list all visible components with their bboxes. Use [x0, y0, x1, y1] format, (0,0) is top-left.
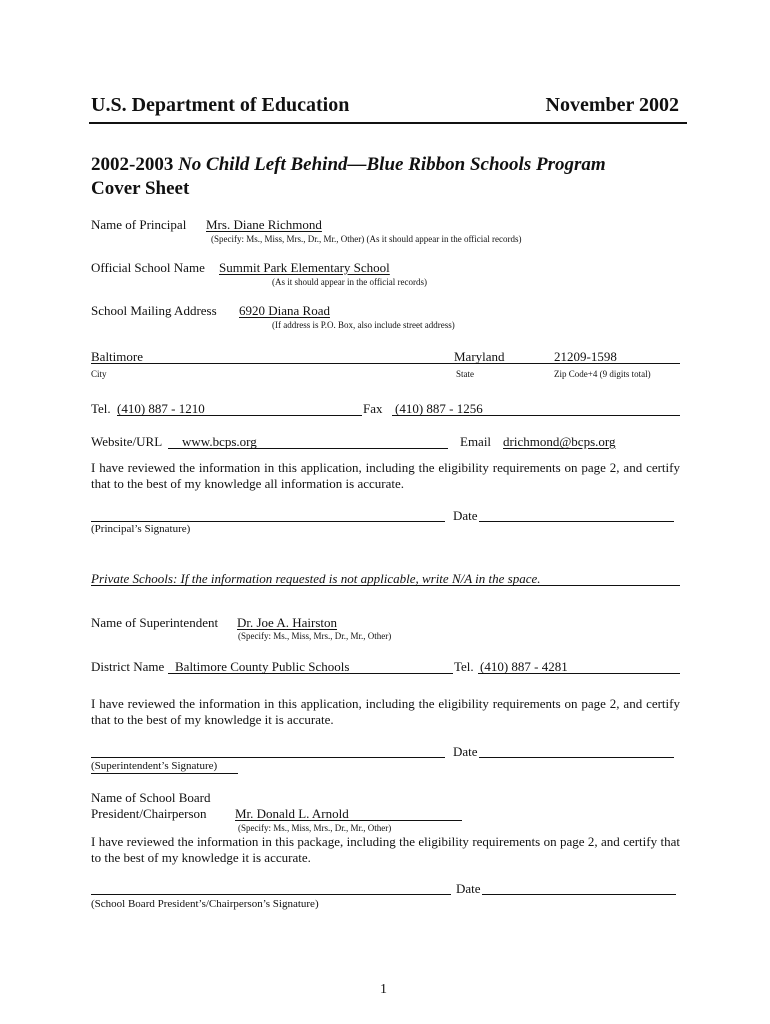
email-label: Email [460, 434, 492, 449]
private-schools-underline [91, 585, 680, 586]
district-tel-label: Tel. [454, 659, 474, 674]
superintendent-date-label: Date [453, 744, 478, 759]
principal-date-label: Date [453, 508, 478, 523]
principal-name-field[interactable]: Mrs. Diane Richmond [206, 217, 322, 232]
website-underline [168, 448, 448, 449]
tel-field[interactable]: (410) 887 - 1210 [117, 401, 205, 416]
zip-field[interactable]: 21209-1598 [554, 349, 617, 364]
district-name-underline [168, 673, 453, 674]
header-date: November 2002 [545, 94, 679, 116]
city-label: City [91, 369, 107, 379]
superintendent-signature-line[interactable] [91, 757, 445, 758]
board-label-line2: President/Chairperson [91, 806, 207, 821]
superintendent-signature-label-underline [91, 773, 238, 774]
department-heading: U.S. Department of Education [91, 94, 350, 116]
board-signature-label: (School Board President’s/Chairperson’s Signature) [91, 898, 319, 910]
district-name-label: District Name [91, 659, 165, 674]
zip-label: Zip Code+4 (9 digits total) [554, 369, 651, 379]
board-certification-text: I have reviewed the information in this package, including the eligibility requirements on page 2, and certify that to the best of my knowledge it is accurate. [91, 834, 680, 865]
district-tel-field[interactable]: (410) 887 - 4281 [480, 659, 568, 674]
fax-field[interactable]: (410) 887 - 1256 [395, 401, 483, 416]
header-rule [89, 122, 687, 124]
title-program: No Child Left Behind—Blue Ribbon Schools Program [178, 154, 606, 175]
website-label: Website/URL [91, 434, 163, 449]
district-tel-underline [478, 673, 680, 674]
state-label: State [456, 369, 474, 379]
fax-label: Fax [363, 401, 383, 416]
school-name-label: Official School Name [91, 260, 205, 275]
email-field[interactable]: drichmond@bcps.org [503, 434, 616, 449]
private-schools-note: Private Schools: If the information requested is not applicable, write N/A in the space. [91, 571, 541, 586]
board-president-field[interactable]: Mr. Donald L. Arnold [235, 806, 349, 821]
mailing-address-label: School Mailing Address [91, 303, 217, 318]
superintendent-name-field[interactable]: Dr. Joe A. Hairston [237, 615, 338, 630]
principal-signature-label: (Principal’s Signature) [91, 523, 191, 535]
superintendent-signature-label: (Superintendent’s Signature) [91, 760, 218, 772]
superintendent-hint: (Specify: Ms., Miss, Mrs., Dr., Mr., Other) [238, 631, 392, 641]
board-label-line1: Name of School Board [91, 790, 211, 805]
principal-signature-line[interactable] [91, 521, 445, 522]
district-name-field[interactable]: Baltimore County Public Schools [175, 659, 350, 674]
principal-label: Name of Principal [91, 217, 187, 232]
tel-label: Tel. [91, 401, 111, 416]
page-title [91, 154, 606, 176]
board-date-label: Date [456, 881, 481, 896]
city-field[interactable]: Baltimore [91, 349, 143, 364]
superintendent-date-line[interactable] [479, 757, 674, 758]
city-state-zip-underline [91, 363, 680, 364]
mailing-address-hint: (If address is P.O. Box, also include street address) [272, 320, 455, 330]
page-subtitle: Cover Sheet [91, 178, 190, 199]
board-hint: (Specify: Ms., Miss, Mrs., Dr., Mr., Other) [238, 823, 392, 833]
superintendent-certification-text: I have reviewed the information in this application, including the eligibility requirements on page 2, and certify that to the best of my knowledge it is accurate. [91, 696, 680, 727]
principal-date-line[interactable] [479, 521, 674, 522]
principal-certification-text: I have reviewed the information in this application, including the eligibility requirements on page 2, and certify that to the best of my knowledge all information is accurate. [91, 460, 680, 491]
superintendent-label: Name of Superintendent [91, 615, 219, 630]
state-field[interactable]: Maryland [454, 349, 505, 364]
mailing-address-field[interactable]: 6920 Diana Road [239, 303, 330, 318]
tel-underline [117, 415, 362, 416]
principal-hint: (Specify: Ms., Miss, Mrs., Dr., Mr., Other) (As it should appear in the official records) [211, 234, 522, 244]
page-number: 1 [380, 982, 387, 997]
board-president-underline [235, 820, 462, 821]
fax-underline [392, 415, 680, 416]
board-date-line[interactable] [482, 894, 676, 895]
title-year: 2002-2003 [91, 154, 174, 175]
board-signature-line[interactable] [91, 894, 451, 895]
school-name-field[interactable]: Summit Park Elementary School [219, 260, 390, 275]
website-field[interactable]: www.bcps.org [182, 434, 257, 449]
school-name-hint: (As it should appear in the official records) [272, 277, 428, 287]
